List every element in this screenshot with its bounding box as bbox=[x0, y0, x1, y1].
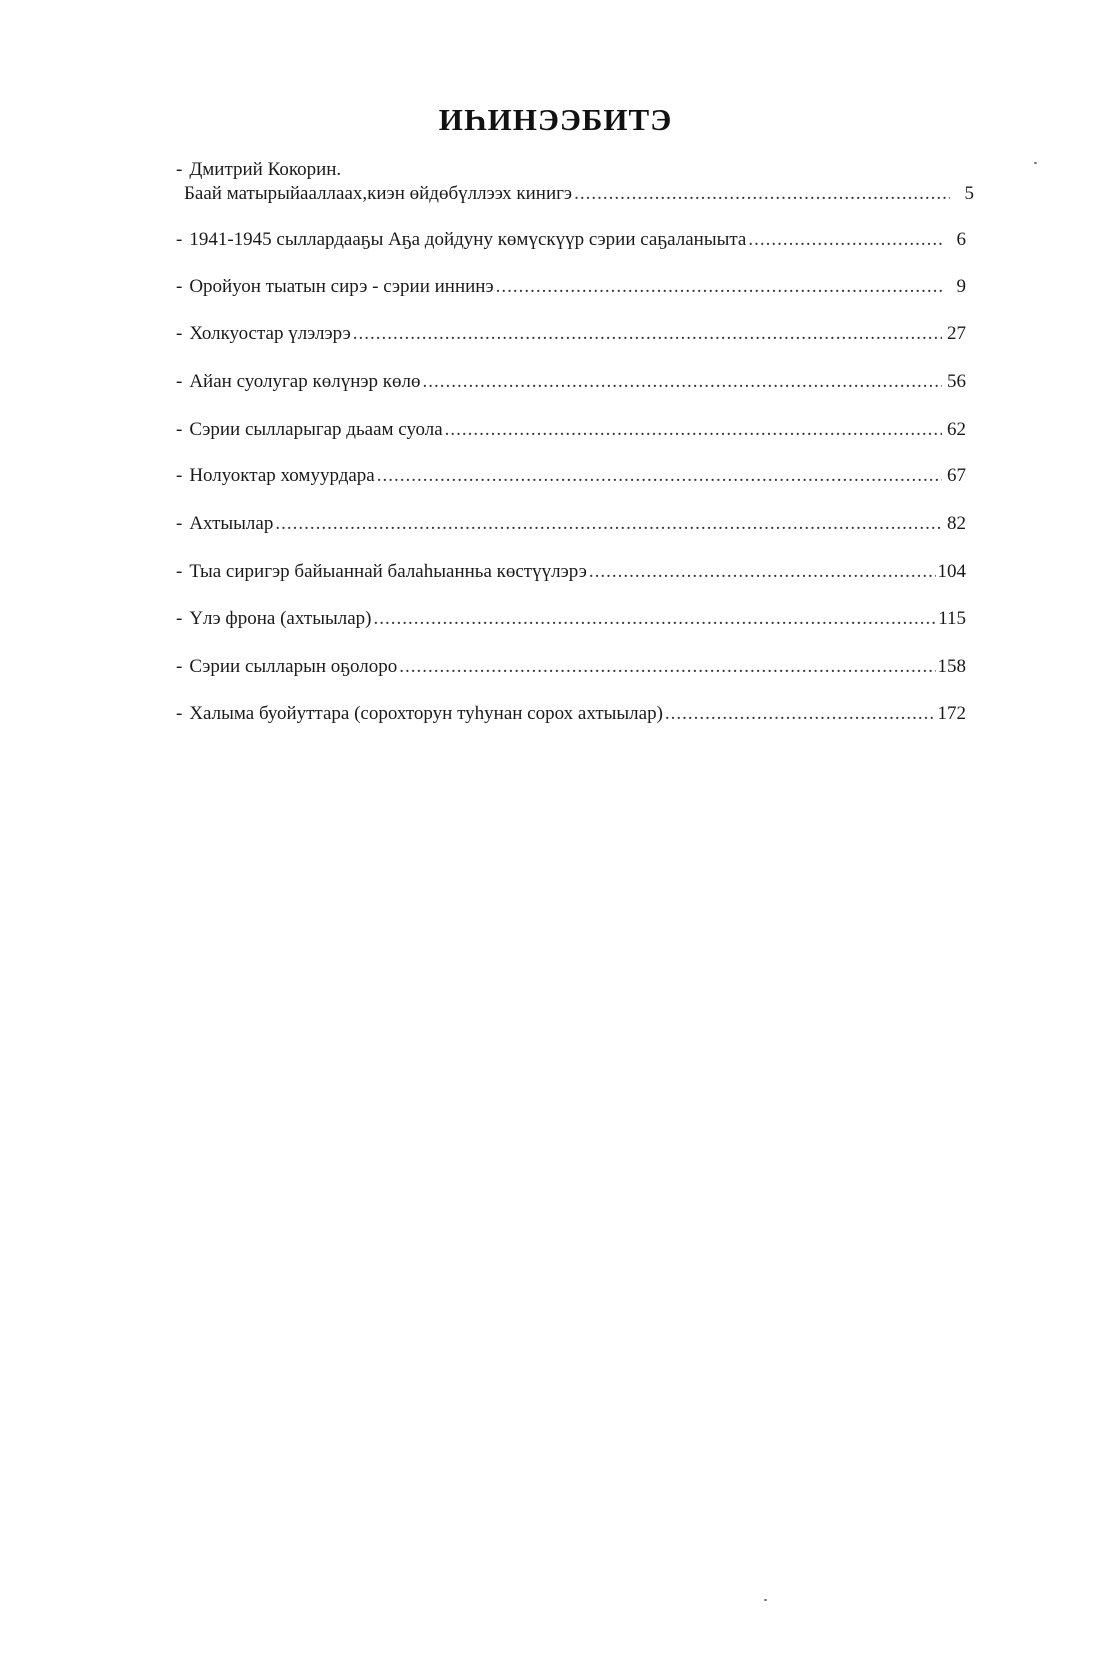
toc-entry-page-number: 56 bbox=[947, 371, 966, 392]
toc-entry-leader bbox=[353, 322, 942, 346]
toc-entry-page-number: 104 bbox=[937, 561, 966, 582]
toc-entry-title: Баай матырыйааллаах,киэн өйдөбүллээх кинигэ bbox=[184, 183, 573, 204]
toc-entry-title: Нолуоктар хомуурдара bbox=[189, 465, 375, 486]
toc-entry bbox=[176, 228, 966, 252]
scan-speck bbox=[764, 1599, 767, 1601]
toc-entry-dash: - bbox=[176, 323, 183, 344]
toc-entry-page-number: 115 bbox=[938, 608, 966, 629]
toc-entry-title: Оройуон тыатын сирэ - сэрии иннинэ bbox=[189, 276, 494, 297]
toc-entry-title: 1941-1945 сыллардааҕы Аҕа дойдуну көмүскүүр сэрии саҕаланыыта bbox=[189, 229, 747, 250]
scan-speck bbox=[1034, 162, 1037, 164]
toc-entry bbox=[176, 560, 966, 584]
toc-entry-page-number: 27 bbox=[947, 323, 966, 344]
toc-entry-page-number: 6 bbox=[956, 229, 966, 250]
toc-entry-title: Үлэ фрона (ахтыылар) bbox=[189, 608, 372, 629]
toc-entry-leader bbox=[748, 228, 942, 252]
toc-entry-dash: - bbox=[176, 371, 183, 392]
toc-entry-dash: - bbox=[176, 513, 183, 534]
toc-entry-title: Сэрии сылларын оҕолоро bbox=[189, 656, 398, 677]
toc-entry-page-number: 172 bbox=[937, 703, 966, 724]
toc-entry-page-number: 5 bbox=[964, 183, 974, 204]
toc-entry-dash: - bbox=[176, 465, 183, 486]
toc-entry bbox=[176, 607, 966, 631]
toc-entry-leader bbox=[377, 464, 942, 488]
toc-entry-title-line bbox=[176, 182, 974, 206]
toc-entry-dash: - bbox=[176, 229, 183, 250]
toc-entry-leader bbox=[373, 607, 936, 631]
toc-entry-leader bbox=[574, 182, 950, 206]
toc-entry-leader bbox=[665, 702, 936, 726]
toc-entry-leader bbox=[422, 370, 942, 394]
toc-entry bbox=[176, 322, 966, 346]
toc-entry-page-number: 158 bbox=[937, 656, 966, 677]
toc-entry-page-number: 82 bbox=[947, 513, 966, 534]
toc-entry-leader bbox=[399, 655, 935, 679]
toc-entry-title: Айан суолугар көлүнэр көлө bbox=[189, 371, 421, 392]
toc-entry-dash: - bbox=[176, 703, 183, 724]
toc-entry-dash: - bbox=[176, 419, 183, 440]
toc-entry bbox=[176, 158, 974, 206]
toc-entry-dash: - bbox=[176, 656, 183, 677]
toc-entry-title: Халыма буойуттара (сорохторун туһунан сорох ахтыылар) bbox=[189, 703, 663, 724]
toc-entry-leader bbox=[445, 418, 942, 442]
toc-entry-author-line bbox=[176, 158, 966, 182]
toc-entry bbox=[176, 418, 966, 442]
toc-entry bbox=[176, 370, 966, 394]
toc-entry-page-number: 9 bbox=[956, 276, 966, 297]
toc-entry-leader bbox=[589, 560, 936, 584]
toc-entry-title: Сэрии сылларыгар дьаам суола bbox=[189, 419, 443, 440]
toc-entry bbox=[176, 702, 966, 726]
toc-entry bbox=[176, 464, 966, 488]
toc-entry bbox=[176, 275, 966, 299]
toc-entry-page-number: 67 bbox=[947, 465, 966, 486]
toc-entry-dash: - bbox=[176, 608, 183, 629]
toc-entry-dash: - bbox=[176, 276, 183, 297]
toc-entry-leader bbox=[275, 512, 942, 536]
toc-entry bbox=[176, 512, 966, 536]
toc-entry-page-number: 62 bbox=[947, 419, 966, 440]
page-title: ИҺИНЭЭБИТЭ bbox=[438, 102, 673, 137]
toc-entry bbox=[176, 655, 966, 679]
toc-entry-dash: - bbox=[176, 159, 183, 180]
toc-entry-leader bbox=[496, 275, 942, 299]
toc-entry-title: Холкуостар үлэлэрэ bbox=[189, 323, 351, 344]
toc-entry-author: Дмитрий Кокорин. bbox=[189, 159, 342, 180]
toc-entry-dash: - bbox=[176, 561, 183, 582]
toc-entry-title: Тыа сиригэр байыаннай балаһыанньа көстүүлэрэ bbox=[189, 561, 587, 582]
toc-entry-title: Ахтыылар bbox=[189, 513, 274, 534]
